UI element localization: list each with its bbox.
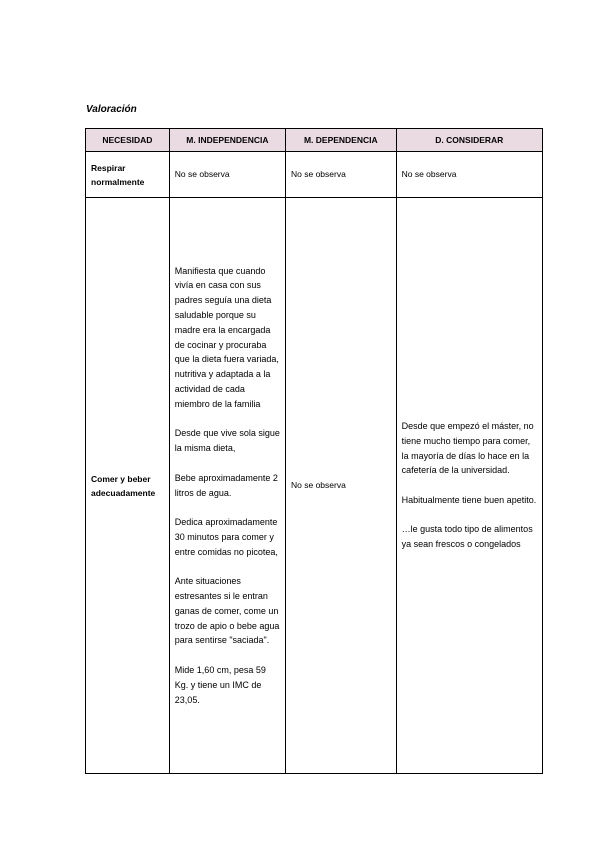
header-m-dependencia: M. DEPENDENCIA (286, 129, 397, 152)
cell-m-dependencia: No se observa (286, 152, 397, 198)
cell-m-dependencia: No se observa (286, 198, 397, 774)
cell-paragraph: Dedica aproximadamente 30 minutos para comer y entre comidas no picotea, (174, 517, 278, 557)
cell-d-considerar (396, 198, 542, 774)
cell-text: No se observa (401, 169, 457, 180)
header-m-independencia: M. INDEPENDENCIA (169, 129, 285, 152)
table-header-row (86, 129, 543, 152)
cell-paragraph: Mide 1,60 cm, pesa 59 Kg. y tiene un IMC de 23,05. (174, 665, 266, 705)
cell-necesidad: Comer y beber adecuadamente (86, 198, 170, 774)
cell-m-independencia (169, 198, 285, 774)
cell-text: No se observa (174, 169, 230, 180)
section-title: Valoración (86, 104, 137, 115)
header-necesidad: NECESIDAD (86, 129, 170, 152)
cell-m-independencia (169, 152, 285, 198)
cell-paragraph: …le gusta todo tipo de alimentos ya sean frescos o congelados (401, 524, 533, 550)
cell-paragraph: Manifiesta que cuando vivía en casa con sus padres seguía una dieta saludable porque su madre era la encargada de cocinar y procuraba que la dieta fuera variada, nutritiva y adaptada a la actividad de cada miembro de la familia (174, 265, 279, 409)
assessment-table (85, 128, 543, 774)
cell-necesidad: Respirar normalmente (86, 152, 170, 198)
header-d-considerar: D. CONSIDERAR (396, 129, 542, 152)
cell-d-considerar (396, 152, 542, 198)
cell-paragraph: Desde que empezó el máster, no tiene mucho tiempo para comer, la mayoría de días lo hace en la cafetería de la universidad. (401, 420, 534, 476)
table-row (86, 152, 543, 198)
cell-paragraph: Desde que vive sola sigue la misma dieta, (174, 428, 280, 454)
cell-paragraph: Ante situaciones estresantes si le entran ganas de comer, come un trozo de apio o bebe agua para sentirse "saciada". (174, 576, 280, 646)
cell-paragraph: Habitualmente tiene buen apetito. (401, 494, 537, 505)
table-row (86, 198, 543, 774)
cell-paragraph: Bebe aproximadamente 2 litros de agua. (174, 472, 278, 498)
